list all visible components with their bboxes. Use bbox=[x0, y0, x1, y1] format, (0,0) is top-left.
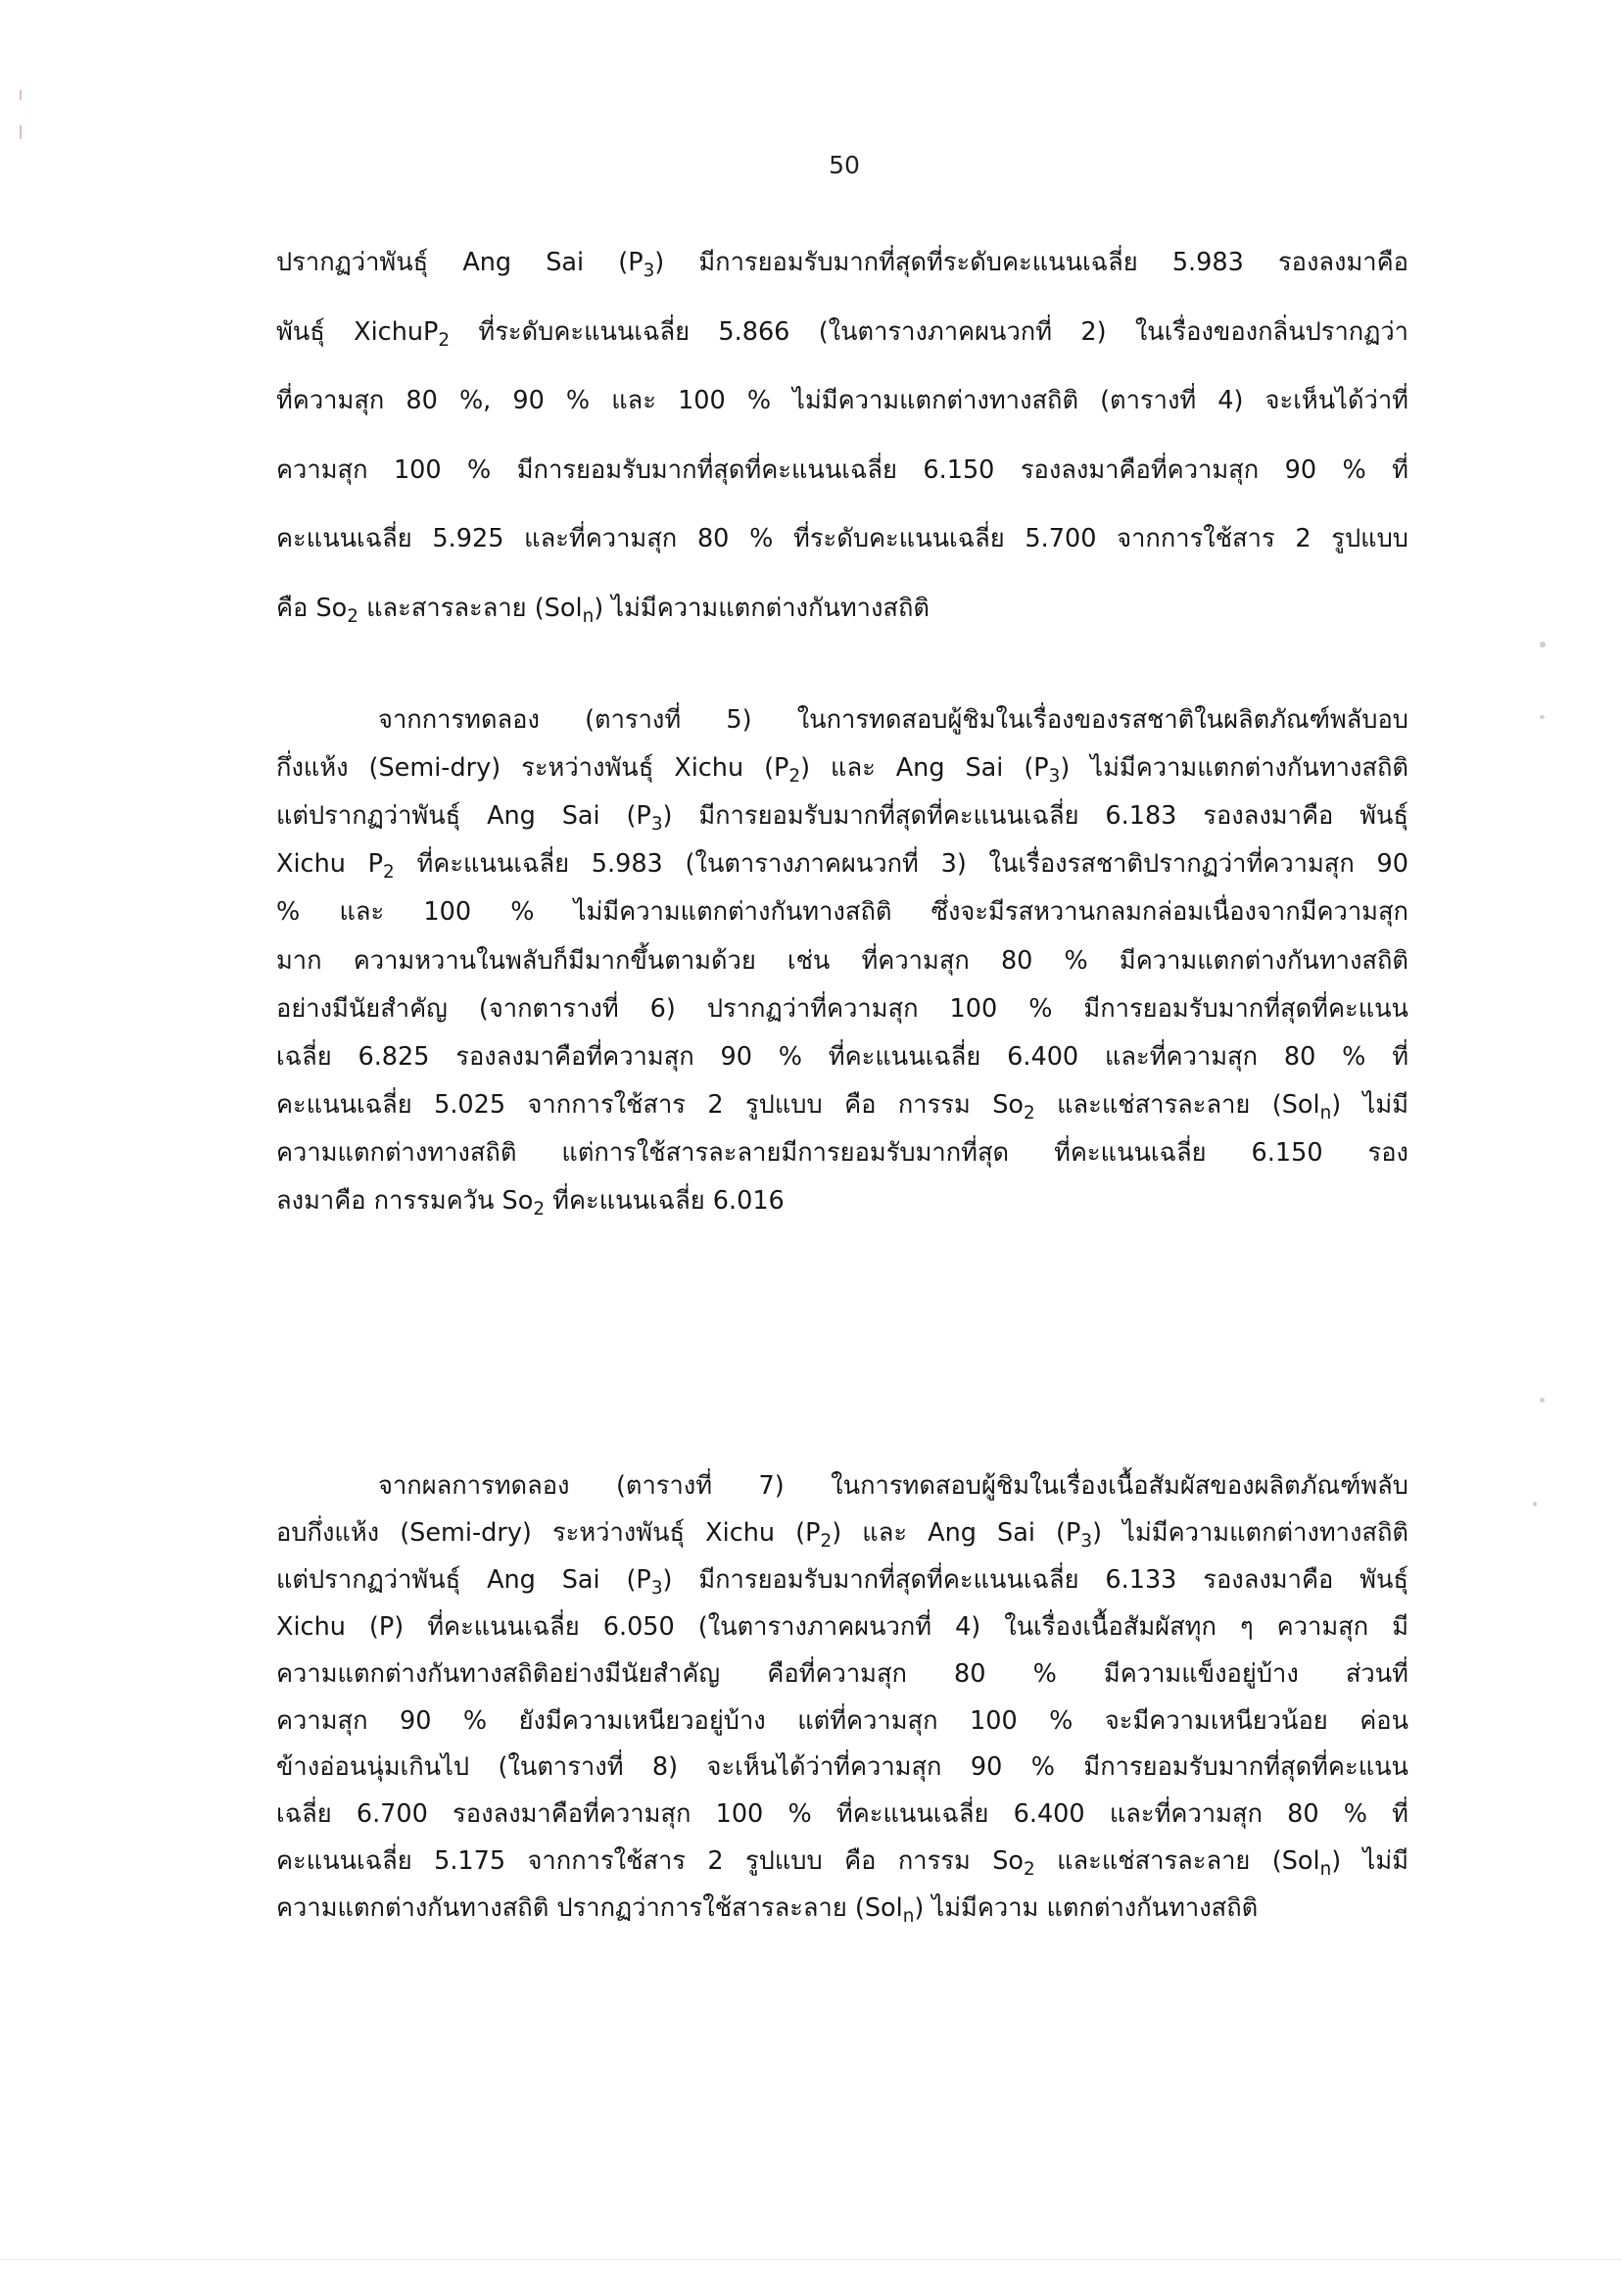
text-run: ความแตกต่างกันทางสถิติอย่างมีนัยสำคัญ คือที่ความสุก 80 % มีความแข็งอยู่บ้าง ส่วนที่ bbox=[276, 1658, 1408, 1689]
subscript: 2 bbox=[383, 862, 395, 884]
scan-bottom-edge bbox=[0, 2259, 1622, 2260]
subscript: 3 bbox=[650, 814, 663, 836]
text-run: ) มีการยอมรับมากที่สุดที่คะแนนเฉลี่ย 6.133 รองลงมาคือ พันธุ์ bbox=[662, 1564, 1408, 1595]
text-line bbox=[276, 1654, 1408, 1694]
text-line bbox=[276, 243, 1408, 282]
text-line bbox=[276, 1794, 1408, 1834]
text-run: พันธุ์ XichuP bbox=[276, 316, 439, 347]
subscript: 3 bbox=[1080, 1530, 1093, 1552]
subscript: n bbox=[582, 605, 595, 627]
text-line bbox=[276, 381, 1408, 420]
text-run: ) ไม่มี bbox=[1331, 1089, 1409, 1120]
text-line bbox=[276, 892, 1408, 932]
page-number: 50 bbox=[829, 151, 860, 179]
text-run: ความสุก 100 % มีการยอมรับมากที่สุดที่คะแนนเฉลี่ย 6.150 รองลงมาคือที่ความสุก 90 % ที่ bbox=[276, 454, 1408, 485]
subscript: 2 bbox=[438, 329, 451, 351]
text-line bbox=[276, 941, 1408, 981]
text-run: ) ไม่มีความ แตกต่างกันทางสถิติ bbox=[914, 1893, 1259, 1924]
text-run: แต่ปรากฏว่าพันธุ์ Ang Sai (P bbox=[276, 801, 651, 832]
text-run: ที่คะแนนเฉลี่ย 6.016 bbox=[545, 1186, 785, 1216]
text-run: อย่างมีนัยสำคัญ (จากตารางที่ 6) ปรากฏว่าที่ความสุก 100 % มีการยอมรับมากที่สุดที่คะแนน bbox=[276, 993, 1408, 1024]
text-run: จากการทดลอง (ตารางที่ 5) ในการทดสอบผู้ชิมในเรื่องของรสชาติในผลิตภัณฑ์พลับอบ bbox=[378, 705, 1408, 735]
text-line bbox=[276, 1889, 1408, 1928]
text-run: ลงมาคือ การรมควัน So bbox=[276, 1186, 534, 1216]
subscript: 2 bbox=[1023, 1859, 1035, 1881]
text-run: ที่คะแนนเฉลี่ย 5.983 (ในตารางภาคผนวกที่ 3) ในเรื่องรสชาติปรากฏว่าที่ความสุก 90 bbox=[394, 849, 1408, 880]
text-run: ความสุก 90 % ยังมีความเหนียวอยู่บ้าง แต่ที่ความสุก 100 % จะมีความเหนียวน้อย ค่อน bbox=[276, 1705, 1408, 1736]
text-line bbox=[276, 1133, 1408, 1172]
text-run: ) ไม่มีความแตกต่างกันทางสถิติ bbox=[1060, 753, 1408, 784]
text-run: Xichu P bbox=[276, 849, 384, 880]
text-line bbox=[276, 1842, 1408, 1881]
text-line bbox=[276, 1747, 1408, 1787]
subscript: n bbox=[1319, 1102, 1332, 1124]
subscript: 2 bbox=[788, 765, 801, 787]
subscript: 3 bbox=[643, 260, 655, 281]
text-line bbox=[378, 1466, 1408, 1506]
text-run: ) ไม่มีความแตกต่างกันทางสถิติ bbox=[594, 594, 930, 623]
text-line bbox=[276, 1701, 1408, 1741]
text-run: เฉลี่ย 6.825 รองลงมาคือที่ความสุก 90 % ที่คะแนนเฉลี่ย 6.400 และที่ความสุก 80 % ที่ bbox=[276, 1041, 1408, 1072]
scan-edge-mark bbox=[20, 90, 22, 100]
text-run: และแช่สารละลาย (Sol bbox=[1034, 1089, 1320, 1120]
text-run: ) มีการยอมรับมากที่สุดที่คะแนนเฉลี่ย 6.183 รองลงมาคือ พันธุ์ bbox=[662, 801, 1408, 832]
text-run: ความแตกต่างกันทางสถิติ ปรากฏว่าการใช้สารละลาย (Sol bbox=[276, 1893, 903, 1924]
text-run: มาก ความหวานในพลับก็มีมากขึ้นตามด้วย เช่น ที่ความสุก 80 % มีความแตกต่างกันทางสถิติ bbox=[276, 945, 1408, 976]
text-run: คะแนนเฉลี่ย 5.025 จากการใช้สาร 2 รูปแบบ คือ การรม So bbox=[276, 1089, 1024, 1120]
text-line bbox=[276, 796, 1408, 836]
scan-speck bbox=[1540, 642, 1546, 647]
text-line bbox=[276, 844, 1408, 884]
text-line bbox=[276, 519, 1408, 558]
subscript: 2 bbox=[820, 1530, 833, 1552]
text-line bbox=[276, 1560, 1408, 1600]
text-line bbox=[276, 1607, 1408, 1647]
text-run: คะแนนเฉลี่ย 5.925 และที่ความสุก 80 % ที่ระดับคะแนนเฉลี่ย 5.700 จากการใช้สาร 2 รูปแบบ bbox=[276, 524, 1408, 554]
text-line bbox=[276, 1513, 1408, 1553]
text-run: และสารละลาย (Sol bbox=[358, 594, 583, 623]
text-run: อบกึ่งแห้ง (Semi-dry) ระหว่างพันธุ์ Xichu (P bbox=[276, 1517, 821, 1548]
text-run: ) ไม่มี bbox=[1331, 1846, 1409, 1877]
text-run: ความแตกต่างทางสถิติ แต่การใช้สารละลายมีการยอมรับมากที่สุด ที่คะแนนเฉลี่ย 6.150 รอง bbox=[276, 1137, 1408, 1168]
text-line bbox=[378, 700, 1408, 740]
subscript: 2 bbox=[1023, 1102, 1035, 1124]
text-run: Xichu (P) ที่คะแนนเฉลี่ย 6.050 (ในตารางภาคผนวกที่ 4) ในเรื่องเนื้อสัมผัสทุก ๆ ความสุก มี bbox=[276, 1611, 1408, 1642]
text-line bbox=[276, 1085, 1408, 1124]
text-run: % และ 100 % ไม่มีความแตกต่างกันทางสถิติ ซึ่งจะมีรสหวานกลมกล่อมเนื่องจากมีความสุก bbox=[276, 897, 1408, 928]
text-run: เฉลี่ย 6.700 รองลงมาคือที่ความสุก 100 % ที่คะแนนเฉลี่ย 6.400 และที่ความสุก 80 % ที่ bbox=[276, 1799, 1408, 1830]
scan-edge-mark bbox=[20, 125, 22, 139]
subscript: n bbox=[902, 1905, 915, 1927]
text-run: ที่ระดับคะแนนเฉลี่ย 5.866 (ในตารางภาคผนวกที่ 2) ในเรื่องของกลิ่นปรากฏว่า bbox=[450, 316, 1408, 347]
text-run: ข้างอ่อนนุ่มเกินไป (ในตารางที่ 8) จะเห็นได้ว่าที่ความสุก 90 % มีการยอมรับมากที่สุดที่คะแนน bbox=[276, 1752, 1408, 1783]
text-run: ) และ Ang Sai (P bbox=[832, 1517, 1081, 1548]
subscript: 3 bbox=[650, 1577, 663, 1599]
text-run: และแช่สารละลาย (Sol bbox=[1034, 1846, 1320, 1877]
text-line bbox=[276, 748, 1408, 788]
text-line bbox=[276, 589, 1408, 628]
subscript: 2 bbox=[347, 605, 358, 627]
scan-speck bbox=[1540, 1398, 1545, 1403]
text-line bbox=[276, 989, 1408, 1028]
scan-speck bbox=[1533, 1502, 1537, 1507]
text-run: คะแนนเฉลี่ย 5.175 จากการใช้สาร 2 รูปแบบ คือ การรม So bbox=[276, 1846, 1024, 1877]
text-run: จากผลการทดลอง (ตารางที่ 7) ในการทดสอบผู้ชิมในเรื่องเนื้อสัมผัสของผลิตภัณฑ์พลับ bbox=[378, 1471, 1408, 1501]
text-run: ) และ Ang Sai (P bbox=[800, 753, 1049, 784]
text-run: ) ไม่มีความแตกต่างทางสถิติ bbox=[1092, 1517, 1408, 1548]
subscript: n bbox=[1319, 1859, 1332, 1881]
text-run: ) มีการยอมรับมากที่สุดที่ระดับคะแนนเฉลี่ย 5.983 รองลงมาคือ bbox=[654, 248, 1408, 277]
text-line bbox=[276, 451, 1408, 490]
text-run: กึ่งแห้ง (Semi-dry) ระหว่างพันธุ์ Xichu (P bbox=[276, 753, 789, 784]
subscript: 2 bbox=[533, 1198, 546, 1220]
text-line bbox=[276, 1181, 1408, 1220]
text-line bbox=[276, 312, 1408, 352]
text-run: คือ So bbox=[276, 594, 348, 623]
scan-speck bbox=[1540, 715, 1545, 719]
text-line bbox=[276, 1037, 1408, 1076]
subscript: 3 bbox=[1048, 765, 1061, 787]
text-run: แต่ปรากฏว่าพันธุ์ Ang Sai (P bbox=[276, 1564, 651, 1595]
text-run: ที่ความสุก 80 %, 90 % และ 100 % ไม่มีความแตกต่างทางสถิติ (ตารางที่ 4) จะเห็นได้ว่าที่ bbox=[276, 386, 1408, 416]
text-run: ปรากฏว่าพันธุ์ Ang Sai (P bbox=[276, 248, 644, 277]
